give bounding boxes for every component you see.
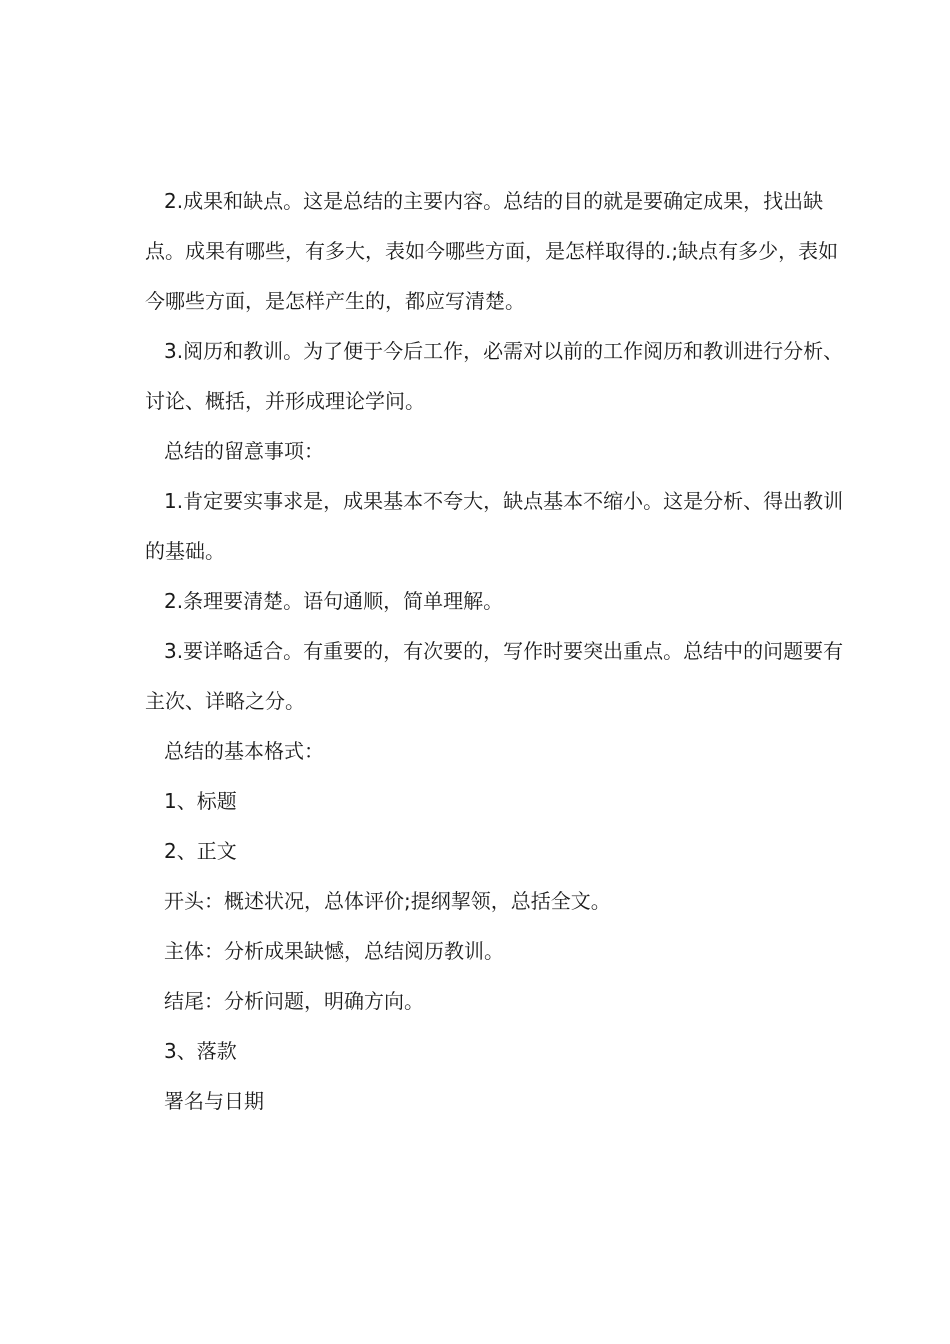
- paragraph-note-3: 3.要详略适合。有重要的，有次要的，写作时要突出重点。总结中的问题要有主次、详略之分。: [145, 639, 844, 713]
- format-body-opening: 开头：概述状况，总体评价;提纲挈领，总括全文。: [164, 889, 611, 913]
- paragraph-experience-and-lessons: 3.阅历和教训。为了便于今后工作，必需对以前的工作阅历和教训进行分析、讨论、概括，并形成理论学问。: [145, 339, 844, 413]
- format-item-body: 2、正文: [164, 839, 237, 863]
- signature-and-date: 署名与日期: [164, 1089, 264, 1113]
- paragraph-results-and-shortcomings: 2.成果和缺点。这是总结的主要内容。总结的目的就是要确定成果，找出缺点。成果有哪些，有多大，表如今哪些方面，是怎样取得的.;缺点有多少，表如今哪些方面，是怎样产生的，都应写清楚。: [145, 189, 839, 313]
- format-body-ending: 结尾：分析问题，明确方向。: [164, 989, 424, 1013]
- paragraph-note-2: 2.条理要清楚。语句通顺，简单理解。: [164, 589, 504, 613]
- format-body-main: 主体：分析成果缺憾，总结阅历教训。: [164, 939, 504, 963]
- format-item-signature: 3、落款: [164, 1039, 237, 1063]
- format-item-title: 1、标题: [164, 789, 237, 813]
- paragraph-note-1: 1.肯定要实事求是，成果基本不夸大，缺点基本不缩小。这是分析、得出教训的基础。: [145, 489, 844, 563]
- heading-notes: 总结的留意事项：: [164, 439, 324, 463]
- document-body: [145, 176, 845, 1126]
- heading-basic-format: 总结的基本格式：: [164, 739, 324, 763]
